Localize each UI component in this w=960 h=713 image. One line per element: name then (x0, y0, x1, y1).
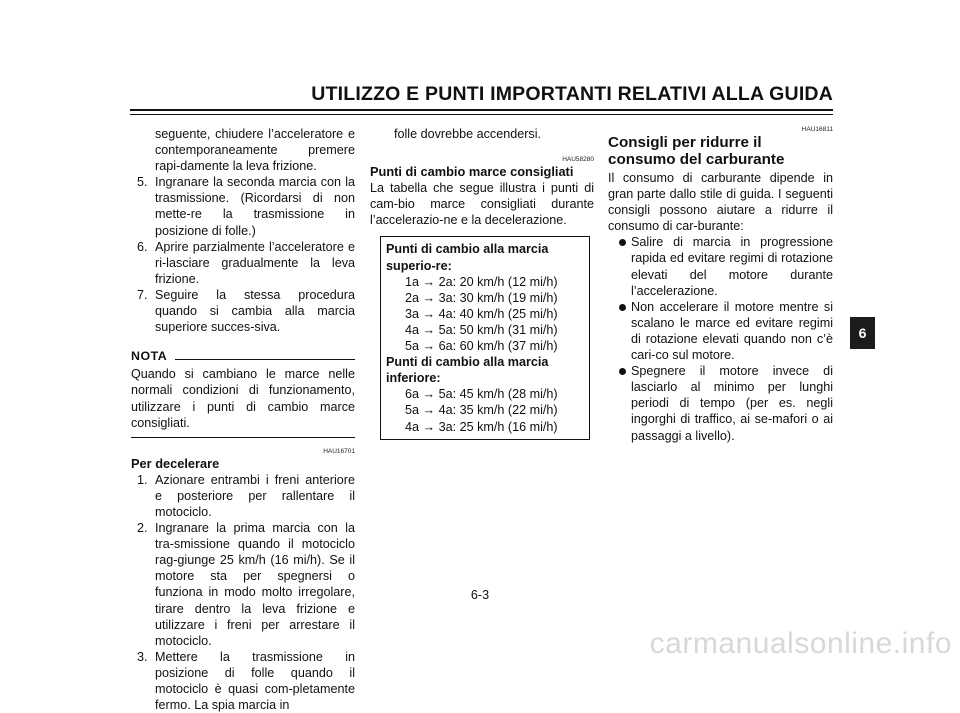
page-header-title: UTILIZZO E PUNTI IMPORTANTI RELATIVI ALLA GUIDA (311, 83, 833, 105)
nota-label: NOTA (131, 349, 168, 364)
header-rule (130, 109, 833, 111)
bullet-icon (619, 304, 626, 311)
section-heading: Consigli per ridurre il consumo del carburante (608, 134, 785, 168)
nota-rule (175, 359, 355, 360)
continuation-text: seguente, chiudere l’acceleratore e contemporaneamente premere rapi-damente la leva frizione. (155, 127, 355, 174)
list-item-text: Azionare entrambi i freni anteriore e posteriore per rallentare il motociclo. (155, 472, 355, 519)
table-title-downshift: Punti di cambio alla marcia inferiore: (386, 355, 549, 386)
list-item (131, 174, 355, 238)
page-number: 6-3 (470, 588, 490, 602)
bullet-icon (619, 239, 626, 246)
bullet-item (608, 234, 833, 298)
bullet-item (608, 363, 833, 443)
section-intro: Il consumo di carburante dipende in gran parte dallo stile di guida. I seguenti consigli possono aiutare a ridurre il consumo di car-burante: (608, 171, 833, 234)
section-intro: La tabella che segue illustra i punti di cam-bio marce consigliati durante l’accelerazio-ne e la decelerazione. (370, 181, 594, 228)
column-middle (370, 126, 594, 440)
section-heading: Per decelerare (131, 455, 220, 471)
list-item-number: 6. (137, 239, 148, 254)
section-code: HAU58280 (562, 156, 594, 164)
bullet-text: Non accelerare il motore mentre si scalano le marce ed evitare regimi di rotazione elevati quando non c’è cari-co sul motore. (631, 299, 833, 363)
table-row: 2a → 3a: 30 km/h (19 mi/h) (405, 290, 558, 305)
table-title-upshift: Punti di cambio alla marcia superio-re: (386, 242, 549, 273)
list-item-number: 3. (137, 649, 148, 664)
bullet-text: Salire di marcia in progressione rapida ed evitare regimi di rotazione elevati del motore durante l’accelerazione. (631, 235, 833, 298)
list-item (131, 287, 355, 335)
list-item-number: 2. (137, 521, 148, 536)
list-item-text: Ingranare la prima marcia con la tra-smissione quando il motociclo rag-giunge 25 km/h (16 mi/h). Se il motore sta per spegnersi o funziona in modo molto irregolare, tirare dentro la leva frizione e utilizzare i freni per arrestare il motociclo. (155, 521, 355, 648)
list-item-number: 1. (137, 472, 148, 487)
list-item-text: Aprire parzialmente l’acceleratore e ri-lasciare gradualmente la leva frizione. (155, 239, 355, 286)
section-code: HAU16811 (801, 126, 833, 133)
list-item (131, 472, 355, 520)
table-row: 1a → 2a: 20 km/h (12 mi/h) (405, 274, 558, 289)
chapter-tab: 6 (850, 317, 875, 349)
list-item (131, 649, 355, 713)
table-row: 4a → 5a: 50 km/h (31 mi/h) (405, 322, 558, 337)
list-item (131, 520, 355, 649)
section-code: HAU16701 (323, 447, 355, 455)
shift-points-table (380, 236, 590, 439)
bullet-icon (619, 368, 626, 375)
list-item-number: 5. (137, 175, 148, 190)
bullet-item (608, 299, 833, 363)
table-row: 3a → 4a: 40 km/h (25 mi/h) (405, 306, 558, 321)
bullet-text: Spegnere il motore invece di lasciarlo al minimo per lunghi periodi di tempo (per es. negli ingorghi di traffico, ai se-mafori o ai passaggi a livello). (631, 364, 833, 443)
column-right (608, 126, 833, 444)
section-heading: Punti di cambio marce consigliati (370, 164, 574, 180)
list-item-text: Seguire la stessa procedura quando si cambia alla marcia superiore succes-siva. (155, 287, 355, 335)
list-item-text: Mettere la trasmissione in posizione di folle quando il motociclo è quasi com-pletamente fermo. La spia marcia in (155, 649, 355, 713)
nota-text: Quando si cambiano le marce nelle normali condizioni di funzionamento, utilizzare i punti di cambio marce consigliati. (131, 367, 355, 430)
table-row: 5a → 6a: 60 km/h (37 mi/h) (405, 339, 558, 354)
table-row: 5a → 4a: 35 km/h (22 mi/h) (405, 403, 558, 418)
header-rule-thin (130, 114, 833, 115)
table-row: 6a → 5a: 45 km/h (28 mi/h) (405, 387, 558, 402)
list-item (131, 239, 355, 287)
list-item-text: Ingranare la seconda marcia con la trasmissione. (Ricordarsi di non mette-re la trasmissione in posizione di folle.) (155, 175, 355, 238)
list-item-number: 7. (137, 287, 148, 302)
nota-header (131, 348, 355, 364)
watermark: carmanualsonline.info (649, 627, 952, 660)
table-row: 4a → 3a: 25 km/h (16 mi/h) (405, 419, 558, 434)
column-left (131, 126, 355, 713)
nota-end-rule (131, 437, 355, 438)
continuation-text: folle dovrebbe accendersi. (394, 127, 542, 141)
